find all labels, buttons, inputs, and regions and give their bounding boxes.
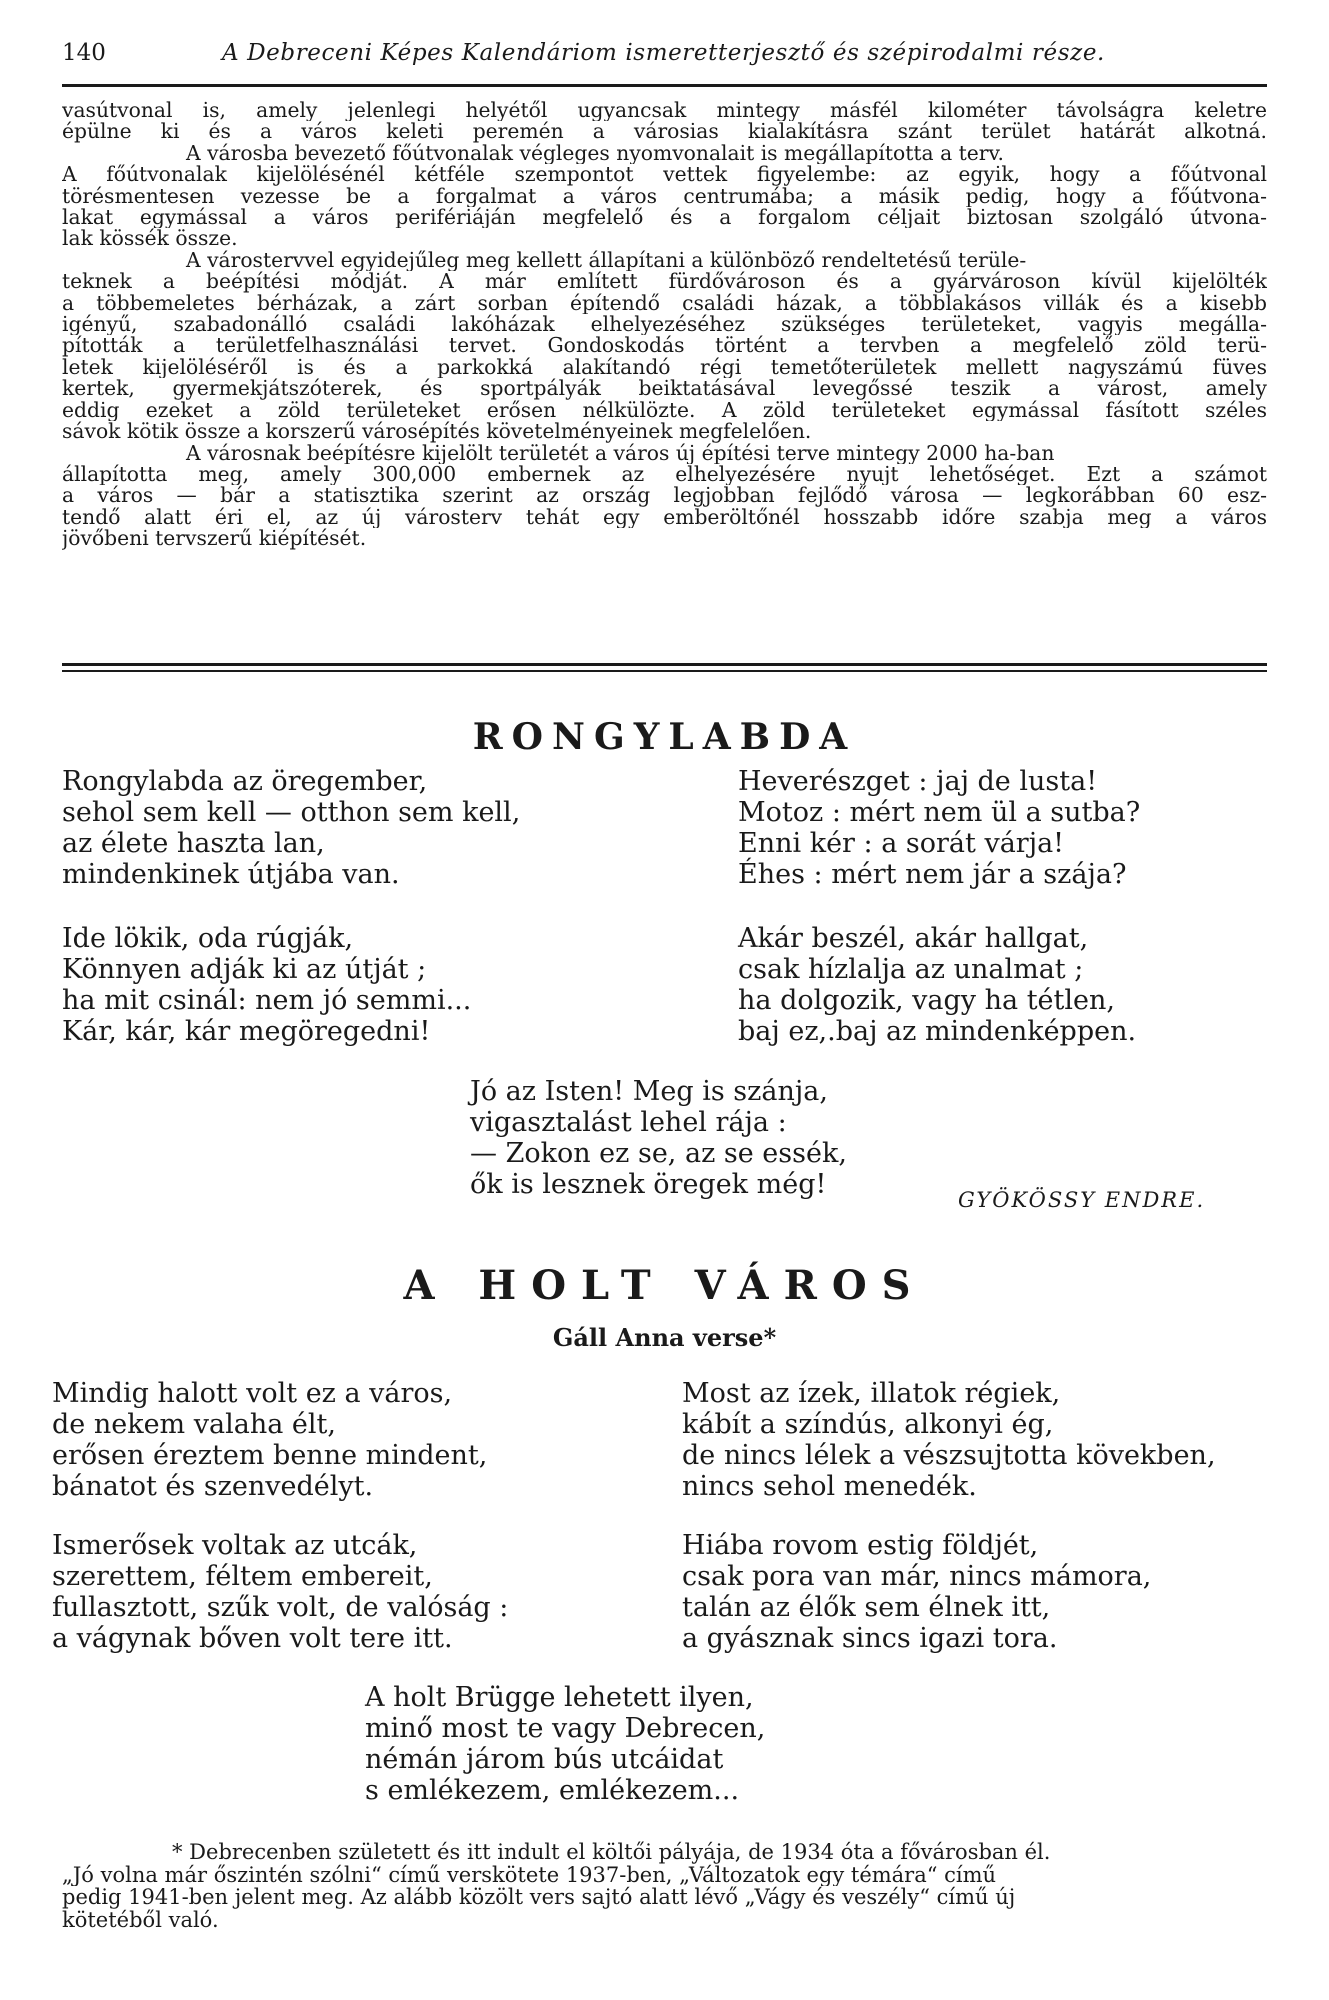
text-line: A várostervvel egyidejűleg meg kellett állapítani a különböző rendeltetésű terüle-	[186, 249, 1027, 272]
stanza	[365, 1682, 765, 1806]
footnote-line: pedig 1941-ben jelent meg. Az alább közölt vers sajtó alatt lévő „Vágy és veszély“ című új	[62, 1886, 1016, 1909]
verse-line: talán az élők sem élnek itt,	[682, 1592, 1051, 1623]
verse-line: Éhes : mért nem jár a szája?	[738, 859, 1127, 890]
verse-line: Enni kér : a sorát várja!	[738, 828, 1065, 859]
poem-title: RONGYLABDA	[472, 716, 857, 758]
text-line: A városnak beépítésre kijelölt területét a város új építési terve mintegy 2000 ha-ban	[186, 442, 1055, 464]
verse-line: az élete haszta lan,	[62, 828, 325, 859]
text-line: pították a területfelhasználási tervet. Gondoskodás történt a tervben a megfelelő zöld terü-	[62, 335, 1267, 357]
text-line: letek kijelöléséről is és a parkokká alakítandó régi temetőterületek mellett nagyszámú füves	[62, 356, 1267, 379]
verse-line: mindenkinek útjába van.	[62, 859, 400, 890]
text-line: lakat egymással a város perifériáján megfelelő és a forgalom céljait biztosan szolgáló útvona-	[62, 207, 1267, 229]
verse-line: s emlékezem, emlékezem...	[365, 1775, 740, 1806]
verse-line: Könnyen adják ki az útját ;	[62, 954, 427, 985]
stanza	[62, 923, 471, 1047]
text-line: eddig ezeket a zöld területeket erősen nélkülözte. A zöld területeket egymással fásított széles	[62, 399, 1267, 422]
verse-line: kábít a színdús, alkonyi ég,	[682, 1409, 1054, 1440]
running-header	[62, 38, 1267, 78]
text-line: a többemeletes bérházak, a zárt sorban építendő családi házak, a többlakásos villák és a kisebb	[62, 292, 1267, 315]
verse-line: Ismerősek voltak az utcák,	[52, 1530, 418, 1561]
header-title: A Debreceni Képes Kalendáriom ismeretterjesztő és szépirodalmi része.	[222, 40, 1105, 66]
text-line: A főútvonalak kijelölésénél kétféle szempontot vettek figyelembe: az egyik, hogy a főútvonal	[62, 164, 1267, 186]
poem-author: GYÖKÖSSY ENDRE.	[958, 1188, 1206, 1212]
footnote-line: kötetéből való.	[62, 1908, 219, 1931]
verse-line: csak pora van már, nincs mámora,	[682, 1561, 1152, 1592]
stanza	[738, 766, 1140, 890]
text-line: sávok kötik össze a korszerű városépítés követelményeinek megfelelően.	[62, 421, 812, 443]
text-line: épülne ki és a város keleti peremén a városias kialakításra szánt terület határát alkotná.	[62, 121, 1267, 143]
stanza	[738, 923, 1136, 1047]
text-line: kertek, gyermekjátszóterek, és sportpályák beiktatásával levegőssé teszik a várost, amely	[62, 378, 1267, 400]
text-line: lak kössék össze.	[62, 228, 238, 250]
footnote-line: * Debrecenben született és itt indult el költői pályája, de 1934 óta a fővárosban él.	[172, 1841, 1051, 1864]
verse-line: a vágynak bőven volt tere itt.	[52, 1623, 453, 1654]
verse-line: Mindig halott volt ez a város,	[52, 1378, 453, 1409]
verse-line: némán járom bús utcáidat	[365, 1744, 724, 1775]
stanza	[52, 1530, 508, 1654]
verse-line: de nekem valaha élt,	[52, 1409, 336, 1440]
stanza	[62, 766, 520, 890]
verse-line: nincs sehol menedék.	[682, 1471, 977, 1502]
footnote	[62, 1841, 1267, 1931]
text-line: jövőbeni tervszerű kiépítését.	[62, 528, 367, 550]
verse-line: Hiába rovom estig földjét,	[682, 1530, 1039, 1561]
text-line: törésmentesen vezesse be a forgalmat a város centrumába; a másik pedig, hogy a főútvona-	[62, 185, 1267, 208]
stanza	[470, 1076, 847, 1200]
verse-line: bánatot és szenvedélyt.	[52, 1471, 374, 1502]
verse-line: a gyásznak sincs igazi tora.	[682, 1623, 1058, 1654]
verse-line: Rongylabda az öregember,	[62, 766, 428, 797]
verse-line: szerettem, féltem embereit,	[52, 1561, 433, 1592]
verse-line: de nincs lélek a vészsujtotta kövekben,	[682, 1440, 1216, 1471]
page-number: 140	[62, 40, 106, 66]
verse-line: A holt Brügge lehetett ilyen,	[365, 1682, 754, 1713]
article-text	[62, 100, 1267, 550]
stanza	[682, 1530, 1151, 1654]
poem-subtitle: Gáll Anna verse*	[552, 1323, 777, 1352]
footnote-line: „Jó volna már őszintén szólni“ című verskötete 1937-ben, „Változatok egy témára“ című	[62, 1863, 997, 1886]
verse-line: fullasztott, szűk volt, de valóság :	[52, 1592, 509, 1623]
verse-line: vigasztalást lehel rája :	[470, 1107, 787, 1138]
verse-line: Most az ízek, illatok régiek,	[682, 1378, 1061, 1409]
section-divider	[62, 663, 1267, 666]
verse-line: csak hízlalja az unalmat ;	[738, 954, 1084, 985]
verse-line: — Zokon ez se, az se essék,	[470, 1138, 847, 1169]
stanza	[682, 1378, 1216, 1502]
verse-line: sehol sem kell — otthon sem kell,	[62, 797, 521, 828]
text-line: vasútvonal is, amely jelenlegi helyétől ugyancsak mintegy másfél kilométer távolságra keletre	[62, 100, 1267, 122]
text-line: A városba bevezető főútvonalak végleges nyomvonalait is megállapította a terv.	[186, 142, 1004, 165]
verse-line: Ide lökik, oda rúgják,	[62, 923, 354, 954]
verse-line: ha mit csinál: nem jó semmi...	[62, 985, 472, 1016]
stanza	[52, 1378, 487, 1502]
text-line: a város — bár a statisztika szerint az ország legjobban fejlődő városa — legkorábban 60 esz-	[62, 485, 1267, 507]
verse-line: Jó az Isten! Meg is szánja,	[470, 1076, 828, 1107]
verse-line: erősen éreztem benne mindent,	[52, 1440, 488, 1471]
verse-line: ők is lesznek öregek még!	[470, 1169, 827, 1200]
section-divider	[62, 670, 1267, 672]
text-line: állapította meg, amely 300,000 embernek az elhelyezésére nyujt lehetőséget. Ezt a számot	[62, 463, 1267, 486]
verse-line: minő most te vagy Debrecen,	[365, 1713, 766, 1744]
text-line: teknek a beépítési módját. A már említett fürdővároson és a gyárvároson kívül kijelölték	[62, 271, 1267, 293]
verse-line: Akár beszél, akár hallgat,	[738, 923, 1089, 954]
text-line: tendő alatt éri el, az új városterv tehát egy emberöltőnél hosszabb időre szabja meg a város	[62, 506, 1267, 529]
text-line: igényű, szabadonálló családi lakóházak elhelyezéséhez szükséges területeket, vagyis megálla-	[62, 314, 1267, 336]
verse-line: ha dolgozik, vagy ha tétlen,	[738, 985, 1115, 1016]
poem-title: A HOLT VÁROS	[403, 1262, 926, 1309]
verse-line: Heverészget : jaj de lusta!	[738, 766, 1098, 797]
verse-line: baj ez,.baj az mindenképpen.	[738, 1016, 1137, 1047]
verse-line: Motoz : mért nem ül a sutba?	[738, 797, 1141, 828]
verse-line: Kár, kár, kár megöregedni!	[62, 1016, 431, 1047]
header-rule	[62, 84, 1267, 87]
